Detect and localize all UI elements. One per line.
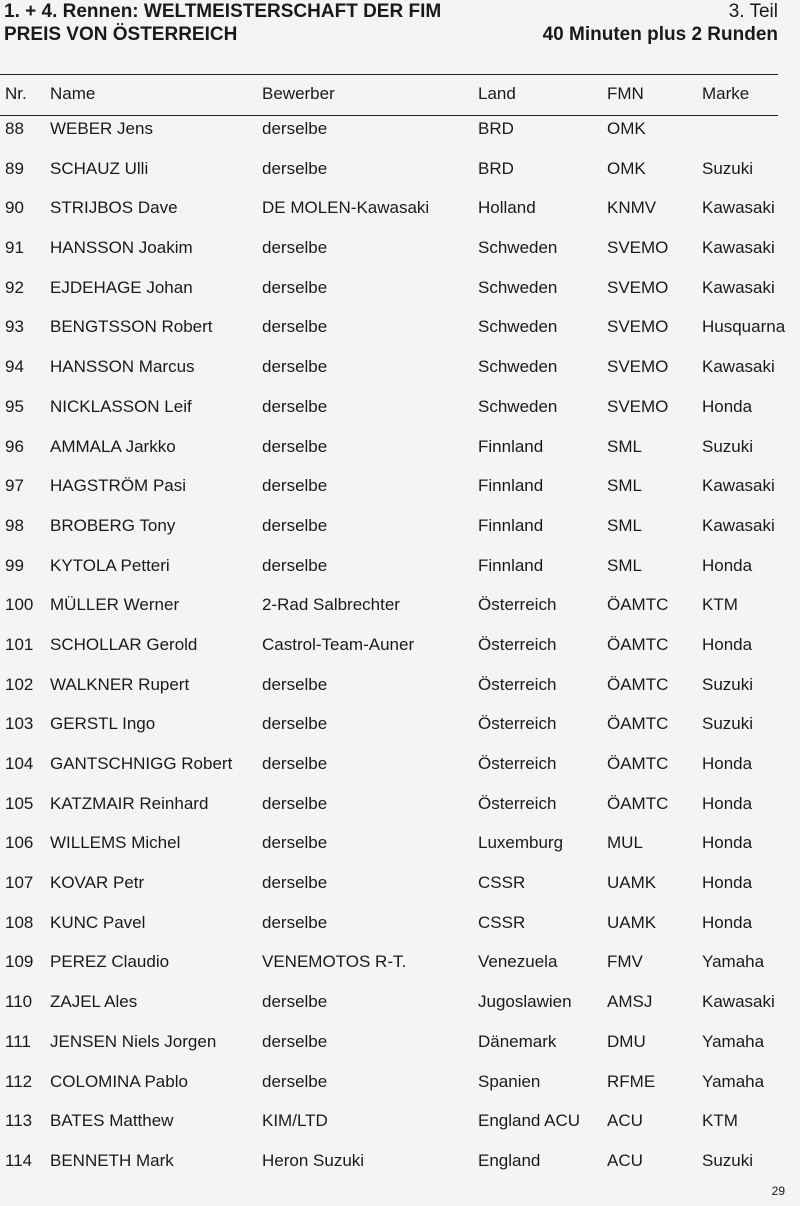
table-row [0,634,800,674]
cell-fmn: ÖAMTC [607,754,669,773]
cell-name: GANTSCHNIGG Robert [50,754,233,773]
cell-bewerber: derselbe [262,158,328,178]
race-title-line2: PREIS VON ÖSTERREICH [4,24,238,45]
cell-bewerber: derselbe [262,912,328,932]
table-row [0,436,800,476]
cell-bewerber: derselbe [262,833,328,853]
cell-marke: Kawasaki [702,277,775,297]
cell-bewerber: DE MOLEN-Kawasaki [262,198,430,218]
cell-land: Österreich [478,754,557,773]
cell-land: BRD [478,158,514,178]
cell-fmn: UAMK [607,912,657,932]
table-row [0,396,800,436]
cell-nr: 102 [5,674,34,694]
cell-marke: KTM [702,1111,738,1131]
cell-marke: Suzuki [702,158,754,178]
cell-bewerber: derselbe [262,873,328,893]
cell-land: Finnland [478,515,544,535]
entry-list [0,118,800,1190]
cell-land: Spanien [478,1071,541,1091]
cell-nr: 96 [5,436,24,456]
cell-marke: Honda [702,754,753,773]
cell-name: NICKLASSON Leif [50,396,192,416]
cell-bewerber: derselbe [262,992,328,1012]
col-fmn: FMN [607,84,644,103]
cell-land: Jugoslawien [478,992,572,1012]
cell-marke: Honda [702,396,753,416]
cell-bewerber: derselbe [262,238,328,258]
cell-name: HANSSON Marcus [50,357,195,377]
cell-bewerber: Castrol-Team-Auner [262,634,415,654]
cell-marke: Yamaha [702,952,765,972]
cell-fmn: OMK [607,119,646,138]
cell-fmn: AMSJ [607,992,653,1012]
table-row [0,1071,800,1111]
table-row [0,674,800,714]
cell-marke: Honda [702,833,753,853]
cell-land: England [478,1150,541,1170]
cell-bewerber: derselbe [262,436,328,456]
cell-land: Dänemark [478,1031,557,1051]
cell-land: Schweden [478,277,558,297]
col-name: Name [50,84,96,103]
cell-nr: 91 [5,238,24,258]
cell-fmn: SVEMO [607,238,669,258]
table-row [0,1031,800,1071]
cell-fmn: SML [607,515,642,535]
cell-fmn: KNMV [607,198,657,218]
cell-nr: 108 [5,912,34,932]
cell-land: Schweden [478,396,558,416]
cell-nr: 100 [5,595,34,615]
cell-nr: 92 [5,277,24,297]
cell-nr: 90 [5,198,24,218]
cell-bewerber: derselbe [262,357,328,377]
cell-name: WALKNER Rupert [50,674,190,694]
cell-nr: 97 [5,476,24,496]
cell-land: Finnland [478,436,544,456]
table-row [0,197,800,237]
cell-name: KOVAR Petr [50,873,145,893]
cell-bewerber: derselbe [262,1071,328,1091]
cell-fmn: SVEMO [607,317,669,337]
cell-fmn: MUL [607,833,643,853]
cell-fmn: ÖAMTC [607,595,669,615]
cell-nr: 88 [5,119,24,138]
cell-name: PEREZ Claudio [50,952,170,972]
table-row [0,1110,800,1150]
cell-nr: 110 [5,992,33,1012]
cell-fmn: ACU [607,1150,643,1170]
cell-fmn: ÖAMTC [607,793,669,813]
cell-bewerber: derselbe [262,674,328,694]
cell-name: KATZMAIR Reinhard [50,793,209,813]
cell-name: AMMALA Jarkko [50,436,176,456]
cell-bewerber: derselbe [262,317,328,337]
cell-land: Venezuela [478,952,558,972]
cell-marke: Suzuki [702,1150,754,1170]
cell-name: WEBER Jens [50,119,153,138]
cell-bewerber: derselbe [262,515,328,535]
table-row [0,237,800,277]
col-marke: Marke [702,84,750,103]
cell-land: Österreich [478,793,557,813]
cell-fmn: ÖAMTC [607,634,669,654]
table-row [0,158,800,198]
col-bewerber: Bewerber [262,84,335,103]
cell-nr: 89 [5,158,24,178]
cell-marke: Honda [702,793,753,813]
cell-name: STRIJBOS Dave [50,198,178,218]
cell-name: EJDEHAGE Johan [50,277,193,297]
cell-bewerber: derselbe [262,476,328,496]
table-row [0,872,800,912]
cell-nr: 105 [5,793,34,813]
col-nr: Nr. [5,84,27,103]
cell-nr: 103 [5,714,34,734]
cell-name: HANSSON Joakim [50,238,193,258]
cell-fmn: SML [607,436,642,456]
cell-name: SCHAUZ Ulli [50,158,149,178]
cell-name: BENNETH Mark [50,1150,174,1170]
cell-bewerber: derselbe [262,396,328,416]
header-rule-top [0,74,778,75]
cell-nr: 93 [5,317,24,337]
table-row [0,951,800,991]
cell-marke: Husquarna [702,317,786,337]
cell-marke: Kawasaki [702,198,775,218]
cell-fmn: SVEMO [607,277,669,297]
race-title [4,0,441,46]
cell-marke: Yamaha [702,1071,765,1091]
cell-fmn: DMU [607,1031,646,1051]
table-row [0,594,800,634]
cell-nr: 94 [5,357,24,377]
cell-name: JENSEN Niels Jorgen [50,1031,217,1051]
cell-name: GERSTL Ingo [50,714,156,734]
cell-bewerber: derselbe [262,754,328,773]
cell-land: Österreich [478,714,557,734]
cell-nr: 106 [5,833,34,853]
cell-nr: 114 [5,1150,33,1170]
cell-name: WILLEMS Michel [50,833,181,853]
cell-nr: 98 [5,515,24,535]
table-row [0,118,800,158]
column-headers [0,84,800,108]
cell-fmn: UAMK [607,873,657,893]
cell-fmn: ÖAMTC [607,674,669,694]
cell-bewerber: 2-Rad Salbrechter [262,595,400,615]
cell-fmn: RFME [607,1071,656,1091]
cell-marke: Suzuki [702,436,754,456]
cell-land: Finnland [478,476,544,496]
cell-marke: Honda [702,912,753,932]
cell-name: COLOMINA Pablo [50,1071,188,1091]
cell-bewerber: KIM/LTD [262,1111,328,1131]
cell-nr: 111 [5,1031,31,1051]
cell-marke: Suzuki [702,714,754,734]
race-title-line1: 1. + 4. Rennen: WELTMEISTERSCHAFT DER FIM [4,1,442,22]
cell-marke: Honda [702,873,753,893]
cell-marke: KTM [702,595,738,615]
cell-marke: Honda [702,555,753,575]
race-part: 3. Teil [728,1,778,22]
cell-bewerber: derselbe [262,555,328,575]
cell-nr: 109 [5,952,34,972]
cell-land: CSSR [478,873,526,893]
cell-nr: 95 [5,396,24,416]
cell-name: ZAJEL Ales [50,992,138,1012]
cell-nr: 104 [5,754,34,773]
cell-nr: 99 [5,555,24,575]
cell-fmn: FMV [607,952,643,972]
table-row [0,1150,800,1190]
cell-marke: Kawasaki [702,238,775,258]
cell-land: Schweden [478,238,558,258]
header-rule-bottom [0,115,778,116]
cell-nr: 101 [5,634,34,654]
cell-name: KUNC Pavel [50,912,146,932]
table-row [0,356,800,396]
cell-marke: Kawasaki [702,515,775,535]
table-row [0,277,800,317]
col-land: Land [478,84,516,103]
cell-bewerber: derselbe [262,714,328,734]
table-row [0,912,800,952]
cell-name: MÜLLER Werner [50,595,180,615]
table-row [0,475,800,515]
cell-land: CSSR [478,912,526,932]
cell-fmn: SML [607,476,642,496]
race-duration: 40 Minuten plus 2 Runden [542,24,778,45]
cell-name: BENGTSSON Robert [50,317,213,337]
page-number: 29 [771,1184,785,1198]
cell-marke: Suzuki [702,674,754,694]
cell-name: BATES Matthew [50,1111,174,1131]
cell-land: Schweden [478,357,558,377]
cell-name: KYTOLA Petteri [50,555,170,575]
cell-name: SCHOLLAR Gerold [50,634,198,654]
cell-land: Luxemburg [478,833,564,853]
cell-marke: Honda [702,634,753,654]
cell-nr: 112 [5,1071,33,1091]
cell-marke: Kawasaki [702,476,775,496]
cell-land: Österreich [478,634,557,654]
table-row [0,793,800,833]
cell-bewerber: Heron Suzuki [262,1150,365,1170]
cell-bewerber: derselbe [262,119,328,138]
cell-name: BROBERG Tony [50,515,176,535]
cell-land: Österreich [478,674,557,694]
cell-bewerber: VENEMOTOS R-T. [262,952,407,972]
cell-fmn: SML [607,555,642,575]
table-row [0,555,800,595]
cell-land: Holland [478,198,536,218]
cell-land: Österreich [478,595,557,615]
cell-land: England ACU [478,1111,581,1131]
cell-land: Schweden [478,317,558,337]
cell-fmn: OMK [607,158,646,178]
cell-fmn: SVEMO [607,396,669,416]
cell-bewerber: derselbe [262,277,328,297]
cell-fmn: SVEMO [607,357,669,377]
cell-nr: 113 [5,1111,33,1131]
cell-fmn: ACU [607,1111,643,1131]
cell-land: BRD [478,119,514,138]
cell-bewerber: derselbe [262,1031,328,1051]
table-row [0,713,800,753]
race-info [543,0,778,46]
cell-marke: Kawasaki [702,357,775,377]
table-row [0,991,800,1031]
cell-fmn: ÖAMTC [607,714,669,734]
cell-land: Finnland [478,555,544,575]
cell-marke: Kawasaki [702,992,775,1012]
cell-nr: 107 [5,873,34,893]
table-row [0,753,800,793]
table-row [0,316,800,356]
table-row [0,832,800,872]
cell-bewerber: derselbe [262,793,328,813]
cell-name: HAGSTRÖM Pasi [50,476,187,496]
cell-marke: Yamaha [702,1031,765,1051]
table-row [0,515,800,555]
